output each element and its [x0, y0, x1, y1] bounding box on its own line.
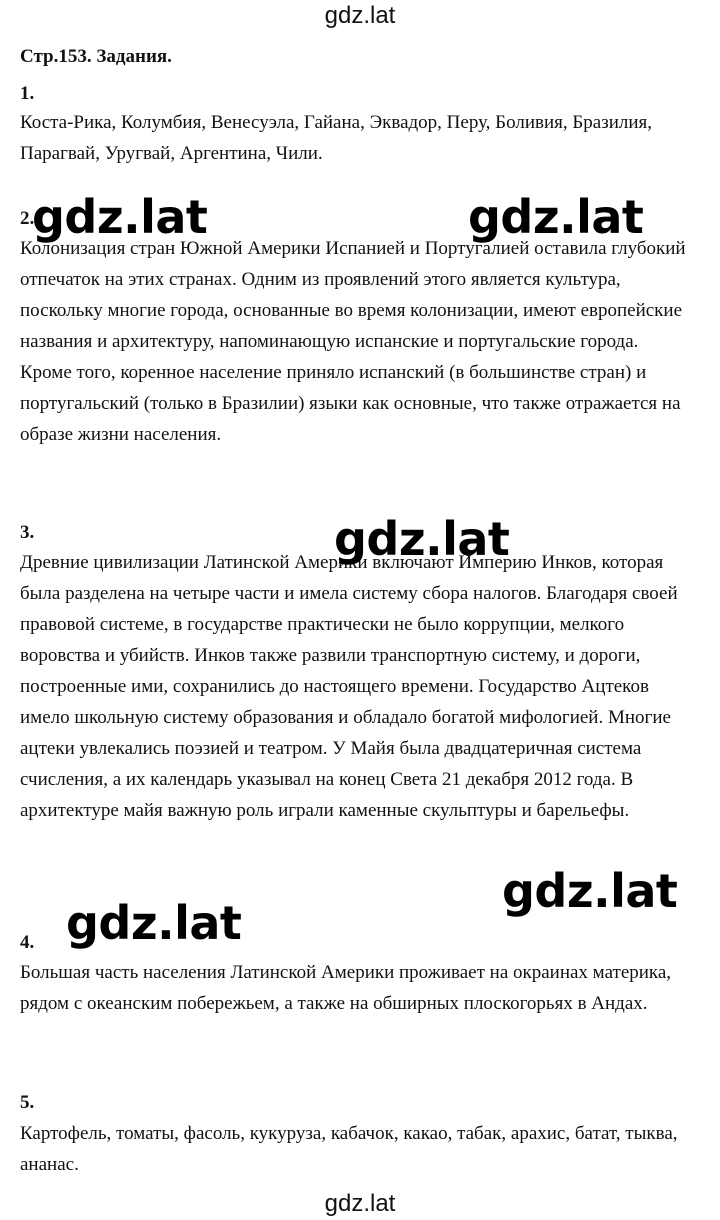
- watermark: gdz.lat: [468, 190, 644, 244]
- task-2-text: Колонизация стран Южной Америки Испанией и Португалией оставила глубокий отпечаток на этих странах. Одним из проявлений этого является культура, поскольку многие города, основанные во время колонизации, имеют европейские названия и архитектуру, напоминающую испанские и португальские города. Кроме того, коренное население приняло испанский (в большинстве стран) и португальский (только в Бразилии) языки как основные, что также отражается на образе жизни населения.: [20, 238, 686, 445]
- site-footer-label: gdz.lat: [324, 1190, 396, 1217]
- task-5-text: Картофель, томаты, фасоль, кукуруза, кабачок, какао, табак, арахис, батат, тыква, ананас.: [20, 1123, 678, 1175]
- task-5-number: 5.: [20, 1092, 35, 1113]
- site-header-label: gdz.lat: [324, 2, 396, 29]
- watermark: gdz.lat: [66, 896, 242, 950]
- task-3-number: 3.: [20, 522, 35, 543]
- task-1-text: Коста-Рика, Колумбия, Венесуэла, Гайана, Эквадор, Перу, Боливия, Бразилия, Парагвай, Уругвай, Аргентина, Чили.: [20, 112, 653, 164]
- watermark: gdz.lat: [334, 512, 510, 566]
- task-3-text: Древние цивилизации Латинской Америки включают Империю Инков, которая была разделена на четыре части и имела систему сбора налогов. Благодаря своей правовой системе, в государстве практически не было коррупции, мелкого воровства и убийств. Инков также развили транспортную систему, и дороги, построенные ими, сохранились до настоящего времени. Государство Ацтеков имело школьную систему образования и обладало богатой мифологией. Многие ацтеки увлекались поэзией и театром. У Майя была двадцатеричная система счисления, а их календарь указывал на конец Света 21 декабря 2012 года. В архитектуре майя важную роль играли каменные скульптуры и барельефы.: [20, 552, 678, 821]
- watermark: gdz.lat: [502, 864, 678, 918]
- task-4-text: Большая часть населения Латинской Америки проживает на окраинах материка, рядом с океанским побережьем, а также на обширных плоскогорьях в Андах.: [20, 962, 672, 1014]
- task-2-number: 2.: [20, 208, 35, 229]
- task-1-number: 1.: [20, 83, 35, 104]
- page-title: Стр.153. Задания.: [20, 46, 172, 67]
- watermark: gdz.lat: [32, 190, 208, 244]
- task-4-number: 4.: [20, 932, 35, 953]
